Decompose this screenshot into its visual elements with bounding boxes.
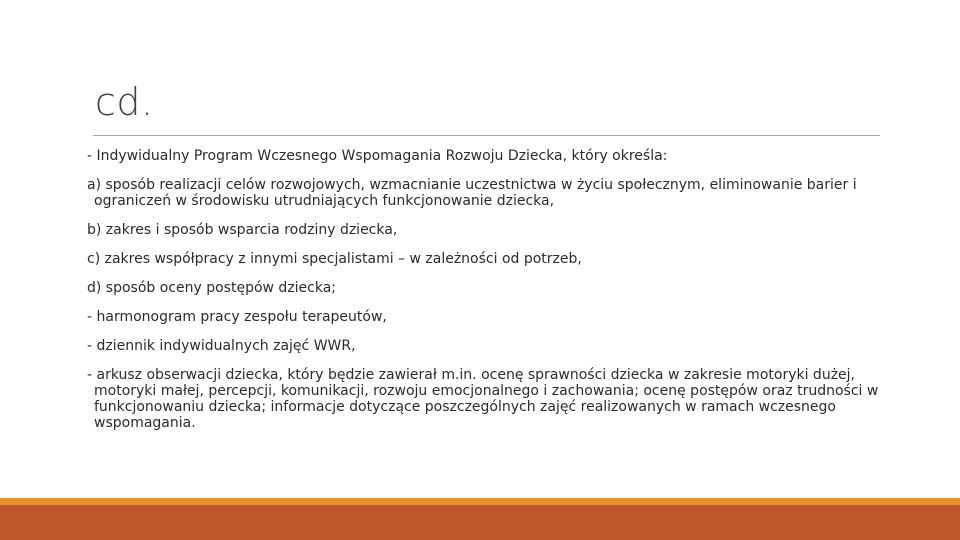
body-paragraph: a) sposób realizacji celów rozwojowych, wzmacnianie uczestnictwa w życiu społecznym, eliminowanie barier i ograniczeń w środowisku utrudniających funkcjonowanie dziecka, [87,177,857,209]
slide-title: cd. [95,80,154,124]
body-paragraph: - Indywidualny Program Wczesnego Wspomagania Rozwoju Dziecka, który określa: [87,148,668,164]
body-paragraph: - dziennik indywidualnych zajęć WWR, [87,338,356,354]
body-paragraph: c) zakres współpracy z innymi specjalistami – w zależności od potrzeb, [87,251,582,267]
body-paragraph: d) sposób oceny postępów dziecka; [87,280,337,296]
body-paragraph: - harmonogram pracy zespołu terapeutów, [87,309,387,325]
slide-body [87,148,887,444]
footer-accent-stripe [0,498,960,505]
body-paragraph: b) zakres i sposób wsparcia rodziny dziecka, [87,222,398,238]
body-paragraph: - arkusz obserwacji dziecka, który będzie zawierał m.in. ocenę sprawności dziecka w zakresie motoryki dużej, motoryki małej, percepcji, komunikacji, rozwoju emocjonalnego i zachowania; ocenę postępów oraz trudności w funkcjonowaniu dziecka; informacje dotyczące poszczególnych zajęć realizowanych w ramach wczesnego wspomagania. [87,367,879,431]
title-divider [93,135,880,136]
